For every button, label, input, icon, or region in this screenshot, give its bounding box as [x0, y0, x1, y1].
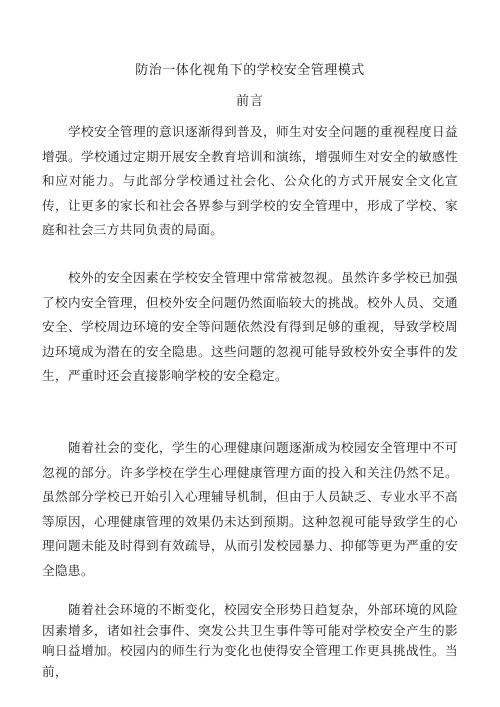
paragraph: 校外的安全因素在学校安全管理中常常被忽视。虽然许多学校已加强了校内安全管理，但校外安全问题仍然面临较大的挑战。校外人员、交通安全、学校周边环境的安全等问题依然没有得到足够的重视，导致学校周边环境成为潜在的安全隐患。这些问题的忽视可能导致校外安全事件的发生，严重时还会直接影响学校的安全稳定。	[42, 270, 458, 384]
paragraph: 随着社会的变化，学生的心理健康问题逐渐成为校园安全管理中不可忽视的部分。许多学校在学生心理健康管理方面的投入和关注仍然不足。虽然部分学校已开始引入心理辅导机制，但由于人员缺乏、专业水平不高等原因，心理健康管理的效果仍未达到预期。这种忽视可能导致学生的心理问题未能及时得到有效疏导，从而引发校园暴力、抑郁等更为严重的安全隐患。	[42, 440, 458, 578]
section-heading: 前言	[235, 94, 264, 109]
paragraph: 学校安全管理的意识逐渐得到普及，师生对安全问题的重视程度日益增强。学校通过定期开展安全教育培训和演练，增强师生对安全的敏感性和应对能力。与此部分学校通过社会化、公众化的方式开展安全文化宣传，让更多的家长和社会各界参与到学校的安全管理中，形成了学校、家庭和社会三方共同负责的局面。	[42, 124, 458, 238]
paragraph: 随着社会环境的不断变化，校园安全形势日趋复杂，外部环境的风险因素增多，诸如社会事件、突发公共卫生事件等可能对学校安全产生的影响日益增加。校园内的师生行为变化也使得安全管理工作更具挑战性。当前，	[42, 602, 458, 679]
document-title: 防治一体化视角下的学校安全管理模式	[135, 63, 365, 78]
